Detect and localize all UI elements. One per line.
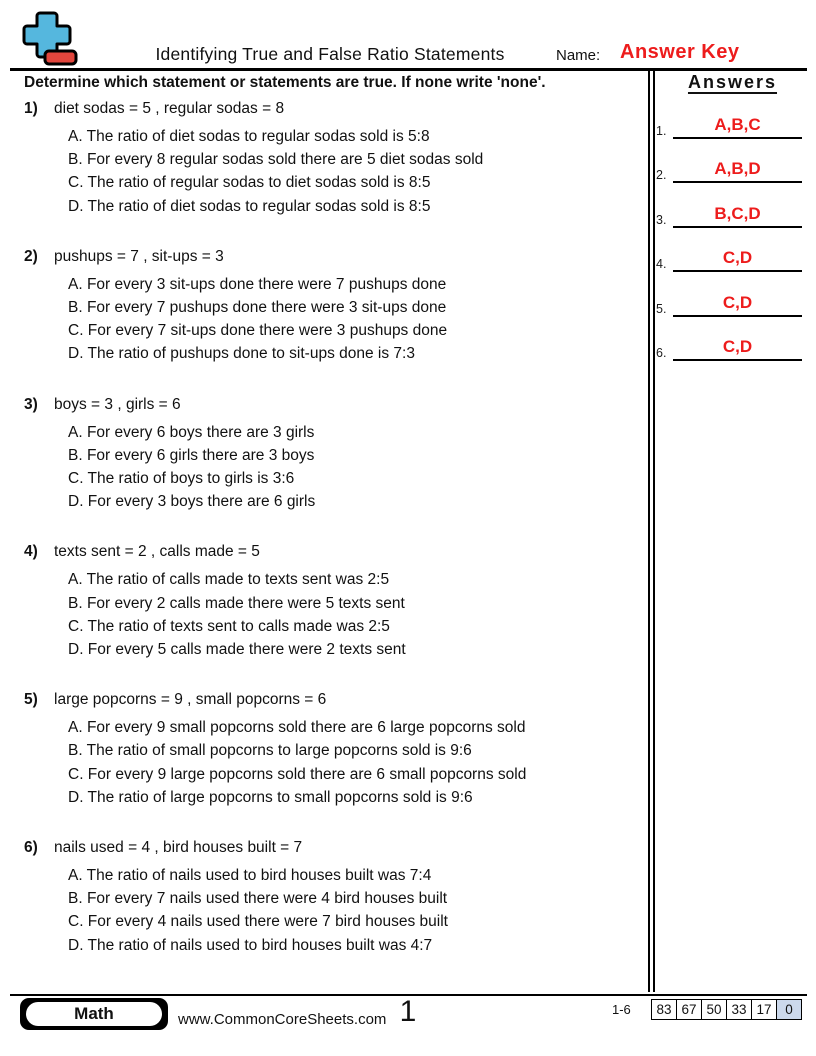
question-block [24, 245, 639, 366]
question-option: C. For every 7 sit-ups done there were 3 pushups done [68, 322, 448, 340]
question-block [24, 836, 639, 957]
subject-badge [20, 998, 168, 1030]
website-text: www.CommonCoreSheets.com [178, 1011, 387, 1028]
answer-item [656, 290, 806, 317]
question-option: C. The ratio of regular sodas to diet sodas sold is 8:5 [68, 174, 431, 192]
question-option: B. For every 7 nails used there were 4 bird houses built [68, 890, 448, 908]
question-statement: large popcorns = 9 , small popcorns = 6 [54, 691, 327, 709]
question-number: 1) [24, 100, 38, 117]
questions-list [24, 97, 639, 984]
answer-number: 3. [656, 212, 667, 227]
question-statement: texts sent = 2 , calls made = 5 [54, 543, 260, 561]
question-option: B. For every 8 regular sodas sold there are 5 diet sodas sold [68, 151, 484, 169]
question-option: B. For every 7 pushups done there were 3 sit-ups done [68, 299, 447, 317]
answer-item [656, 112, 806, 139]
question-block [24, 393, 639, 514]
instructions-text: Determine which statement or statements are true. If none write 'none'. [24, 74, 546, 91]
question-number: 2) [24, 247, 38, 265]
plus-minus-logo-icon [18, 10, 80, 73]
question-option: D. For every 5 calls made there were 2 texts sent [68, 641, 406, 659]
question-block [24, 540, 639, 661]
question-option: B. The ratio of small popcorns to large popcorns sold is 9:6 [68, 742, 472, 760]
question-statement: diet sodas = 5 , regular sodas = 8 [54, 100, 285, 117]
subject-badge-label: Math [26, 1002, 162, 1026]
question-statement: pushups = 7 , sit-ups = 3 [54, 247, 224, 265]
question-option: B. For every 2 calls made there were 5 texts sent [68, 594, 405, 612]
answer-number: 1. [656, 124, 667, 138]
answer-value: C,D [673, 337, 802, 361]
question-option: C. The ratio of texts sent to calls made was 2:5 [68, 617, 390, 635]
question-options [68, 716, 639, 809]
question-block [24, 688, 639, 809]
score-cell: 0 [776, 999, 802, 1020]
question-option: A. For every 6 boys there are 3 girls [68, 423, 315, 441]
score-cell: 83 [651, 999, 677, 1020]
question-option: A. The ratio of diet sodas to regular sodas sold is 5:8 [68, 128, 430, 145]
question-options [68, 864, 639, 957]
answer-item [656, 245, 806, 272]
answer-value: A,B,D [673, 159, 802, 183]
answers-panel-title: Answers [687, 72, 778, 92]
question-option: D. The ratio of diet sodas to regular sodas sold is 8:5 [68, 197, 431, 215]
score-cell: 33 [726, 999, 752, 1020]
question-statement: nails used = 4 , bird houses built = 7 [54, 839, 303, 857]
answer-number: 5. [656, 301, 667, 316]
answer-number: 6. [656, 346, 667, 360]
score-cell: 67 [676, 999, 702, 1020]
score-range-label: 1-6 [612, 1002, 631, 1017]
question-option: D. The ratio of large popcorns to small popcorns sold is 9:6 [68, 788, 473, 806]
page-number: 1 [399, 995, 417, 1028]
question-options [68, 125, 639, 218]
answer-value: B,C,D [673, 204, 802, 228]
answer-item [656, 156, 806, 183]
score-cell: 50 [701, 999, 727, 1020]
question-option: A. For every 3 sit-ups done there were 7 pushups done [68, 275, 447, 293]
question-option: A. The ratio of nails used to bird houses built was 7:4 [68, 867, 432, 885]
question-option: A. The ratio of calls made to texts sent was 2:5 [68, 571, 390, 589]
answer-value: A,B,C [673, 115, 802, 139]
question-option: D. For every 3 boys there are 6 girls [68, 493, 316, 511]
answer-item [656, 334, 806, 361]
question-options [68, 421, 639, 514]
question-options [68, 273, 639, 366]
name-value-answer-key: Answer Key [620, 41, 740, 63]
question-option: B. For every 6 girls there are 3 boys [68, 446, 315, 464]
question-number: 3) [24, 395, 38, 413]
answer-item [656, 201, 806, 228]
score-table [651, 999, 802, 1020]
question-option: C. For every 4 nails used there were 7 bird houses built [68, 913, 448, 931]
question-option: D. The ratio of nails used to bird houses built was 4:7 [68, 936, 433, 954]
question-option: C. For every 9 large popcorns sold there are 6 small popcorns sold [68, 765, 527, 783]
question-options [68, 568, 639, 661]
question-block [24, 97, 639, 218]
question-option: D. The ratio of pushups done to sit-ups done is 7:3 [68, 345, 415, 363]
question-option: A. For every 9 small popcorns sold there are 6 large popcorns sold [68, 719, 526, 737]
question-option: C. The ratio of boys to girls is 3:6 [68, 470, 295, 488]
score-cell: 17 [751, 999, 777, 1020]
minus-icon [45, 51, 76, 64]
answer-number: 4. [656, 257, 667, 272]
question-number: 6) [24, 839, 38, 857]
name-label: Name: [556, 47, 601, 64]
answers-column-divider [648, 70, 655, 992]
worksheet-title: Identifying True and False Ratio Statements [155, 44, 505, 64]
question-statement: boys = 3 , girls = 6 [54, 395, 181, 413]
header-divider [10, 68, 807, 71]
question-number: 5) [24, 691, 38, 709]
answer-value: C,D [673, 293, 802, 317]
answer-number: 2. [656, 168, 667, 183]
question-number: 4) [24, 543, 38, 561]
answer-value: C,D [673, 248, 802, 272]
